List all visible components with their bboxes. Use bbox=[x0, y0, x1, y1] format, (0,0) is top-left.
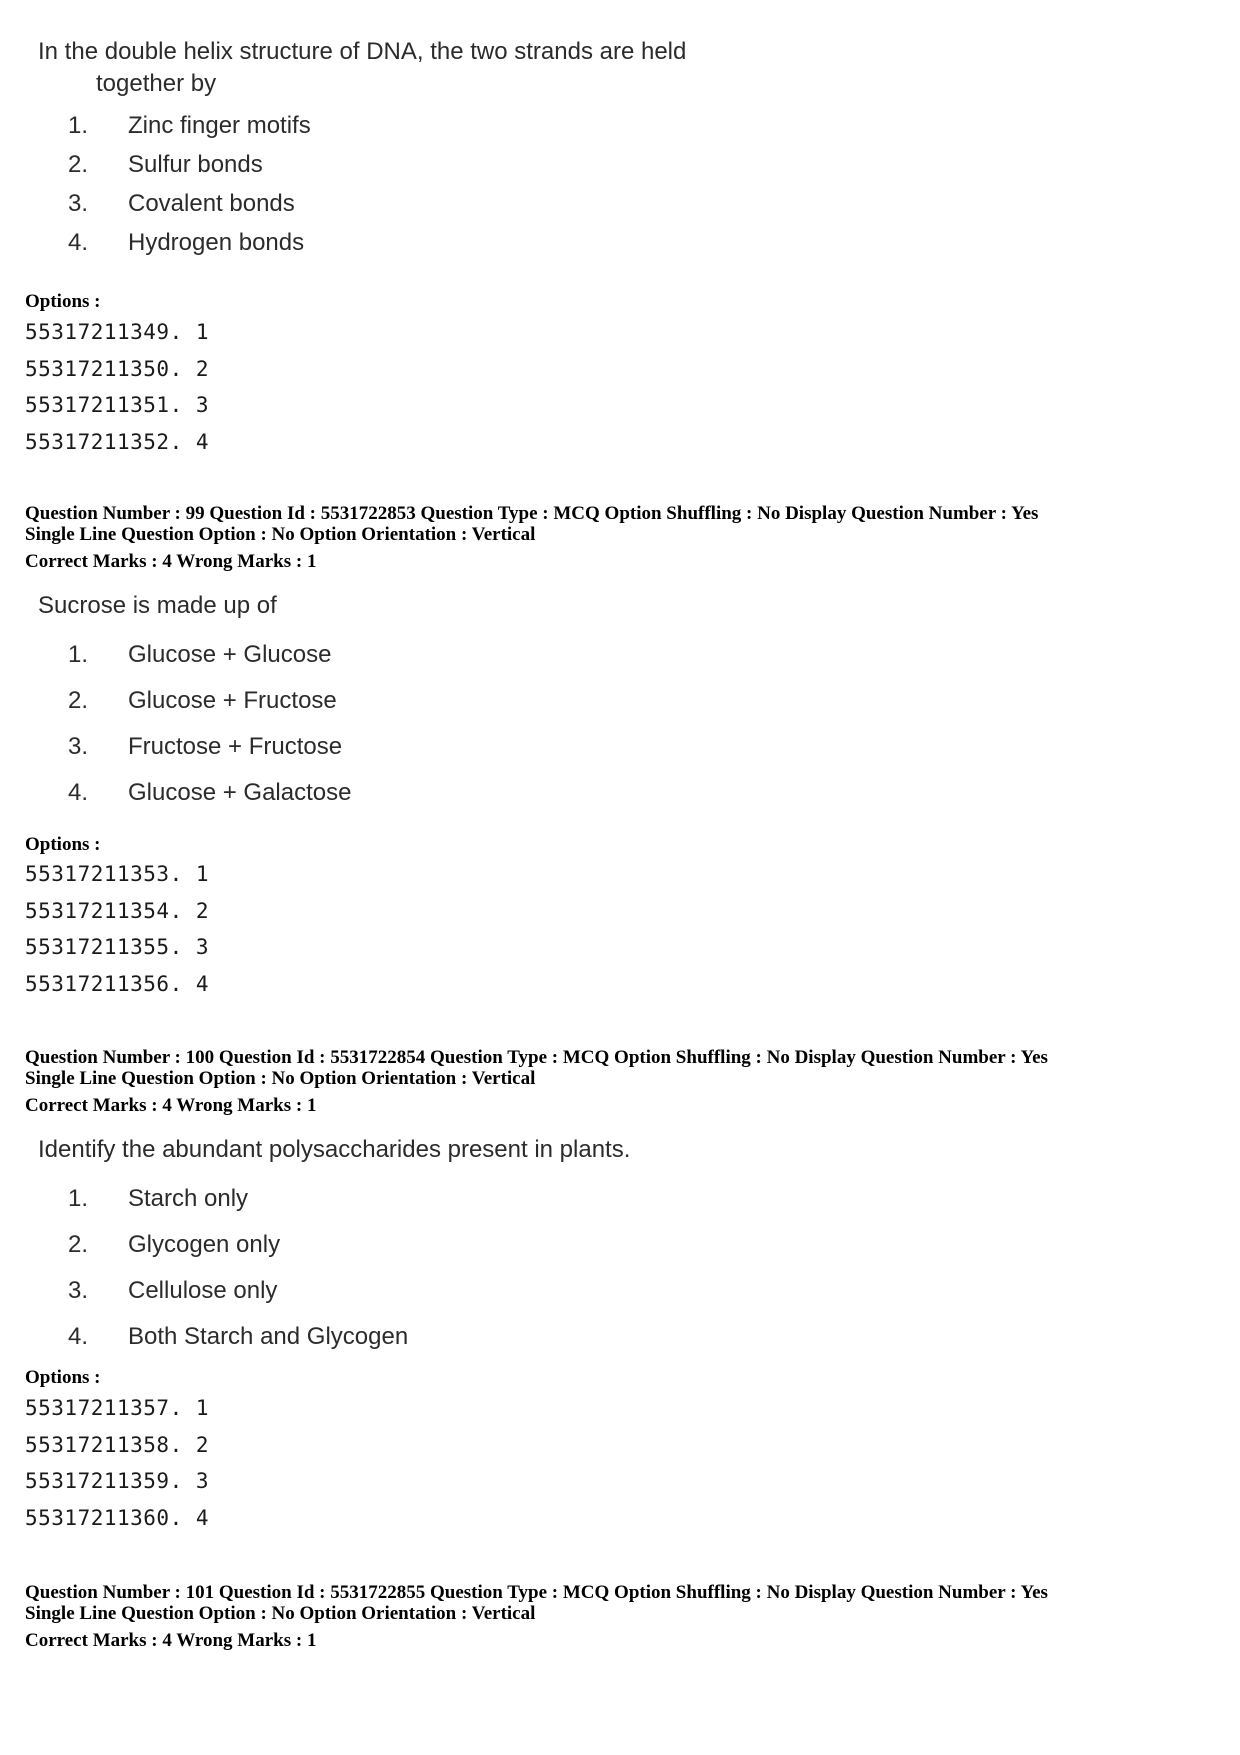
option-id-row: 55317211358. 2 bbox=[25, 1432, 210, 1457]
question-text-line: Identify the abundant polysaccharides present in plants. bbox=[38, 1136, 631, 1163]
option-text: Covalent bonds bbox=[128, 190, 295, 217]
question-image bbox=[38, 36, 686, 262]
question-meta bbox=[25, 1582, 1048, 1651]
option-id-list bbox=[25, 856, 209, 1003]
question-option bbox=[38, 678, 351, 724]
question-option-list bbox=[38, 106, 686, 262]
option-id-list bbox=[25, 1390, 209, 1537]
option-id-row: 55317211360. 4 bbox=[25, 1506, 210, 1531]
question-option bbox=[38, 1222, 630, 1268]
options-label: Options : bbox=[25, 291, 101, 312]
option-text: Glucose + Galactose bbox=[128, 779, 352, 806]
option-id-row: 55317211349. 1 bbox=[25, 320, 210, 344]
question-text bbox=[38, 36, 686, 100]
question-meta-line: Question Number : 99 Question Id : 5531722853 Question Type : MCQ Option Shuffling : No Display Question Number : Yes bbox=[25, 503, 1039, 524]
option-number: 3. bbox=[68, 733, 89, 760]
question-text bbox=[38, 1134, 630, 1166]
question-meta bbox=[25, 503, 1038, 572]
question-option bbox=[38, 1176, 630, 1222]
question-option bbox=[38, 145, 686, 184]
option-number: 4. bbox=[68, 1323, 89, 1350]
option-id-row: 55317211350. 2 bbox=[25, 356, 210, 381]
option-id-row: 55317211353. 1 bbox=[25, 862, 210, 886]
option-id-row: 55317211355. 3 bbox=[25, 935, 210, 960]
option-text: Sulfur bonds bbox=[128, 151, 263, 178]
question-meta-line: Question Number : 101 Question Id : 5531722855 Question Type : MCQ Option Shuffling : No Display Question Number : Yes bbox=[25, 1582, 1048, 1603]
option-id-row: 55317211354. 2 bbox=[25, 898, 210, 923]
option-text: Both Starch and Glycogen bbox=[128, 1323, 409, 1350]
options-label: Options : bbox=[25, 834, 101, 855]
question-marks: Correct Marks : 4 Wrong Marks : 1 bbox=[25, 551, 317, 572]
option-id-row: 55317211352. 4 bbox=[25, 430, 210, 455]
question-meta-line: Single Line Question Option : No Option Orientation : Vertical bbox=[25, 524, 536, 545]
options-label: Options : bbox=[25, 1367, 101, 1388]
option-text: Glycogen only bbox=[128, 1231, 281, 1258]
question-option-list bbox=[38, 632, 351, 816]
option-number: 4. bbox=[68, 229, 89, 256]
option-number: 2. bbox=[68, 151, 89, 178]
question-text-line: together by bbox=[96, 70, 217, 97]
question-marks: Correct Marks : 4 Wrong Marks : 1 bbox=[25, 1095, 317, 1116]
option-number: 1. bbox=[68, 1185, 89, 1212]
option-id-row: 55317211356. 4 bbox=[25, 972, 210, 997]
option-text: Cellulose only bbox=[128, 1277, 278, 1304]
question-text bbox=[38, 590, 351, 622]
option-number: 1. bbox=[68, 641, 89, 668]
option-text: Starch only bbox=[128, 1185, 249, 1212]
question-option-list bbox=[38, 1176, 630, 1360]
option-text: Glucose + Glucose bbox=[128, 641, 332, 668]
option-number: 3. bbox=[68, 1277, 89, 1304]
option-number: 2. bbox=[68, 1231, 89, 1258]
option-id-row: 55317211357. 1 bbox=[25, 1396, 210, 1420]
option-id-row: 55317211351. 3 bbox=[25, 393, 210, 418]
option-text: Zinc finger motifs bbox=[128, 112, 311, 139]
question-text-line: In the double helix structure of DNA, the two strands are held bbox=[38, 38, 687, 65]
question-meta-line: Single Line Question Option : No Option Orientation : Vertical bbox=[25, 1068, 536, 1089]
question-meta-line: Single Line Question Option : No Option Orientation : Vertical bbox=[25, 1603, 536, 1624]
question-marks: Correct Marks : 4 Wrong Marks : 1 bbox=[25, 1630, 317, 1651]
option-id-row: 55317211359. 3 bbox=[25, 1469, 210, 1494]
option-text: Fructose + Fructose bbox=[128, 733, 343, 760]
option-number: 4. bbox=[68, 779, 89, 806]
question-image bbox=[38, 1134, 630, 1360]
question-meta bbox=[25, 1047, 1048, 1116]
question-option bbox=[38, 184, 686, 223]
option-text: Hydrogen bonds bbox=[128, 229, 305, 256]
question-option bbox=[38, 632, 351, 678]
option-id-list bbox=[25, 314, 209, 461]
question-meta-line: Question Number : 100 Question Id : 5531722854 Question Type : MCQ Option Shuffling : No Display Question Number : Yes bbox=[25, 1047, 1048, 1068]
question-option bbox=[38, 223, 686, 262]
question-option bbox=[38, 770, 351, 816]
question-option bbox=[38, 106, 686, 145]
option-number: 3. bbox=[68, 190, 89, 217]
question-text-line: Sucrose is made up of bbox=[38, 592, 277, 619]
option-number: 2. bbox=[68, 687, 89, 714]
option-text: Glucose + Fructose bbox=[128, 687, 337, 714]
question-option bbox=[38, 1268, 630, 1314]
question-option bbox=[38, 724, 351, 770]
option-number: 1. bbox=[68, 112, 89, 139]
question-image bbox=[38, 590, 351, 816]
question-option bbox=[38, 1314, 630, 1360]
